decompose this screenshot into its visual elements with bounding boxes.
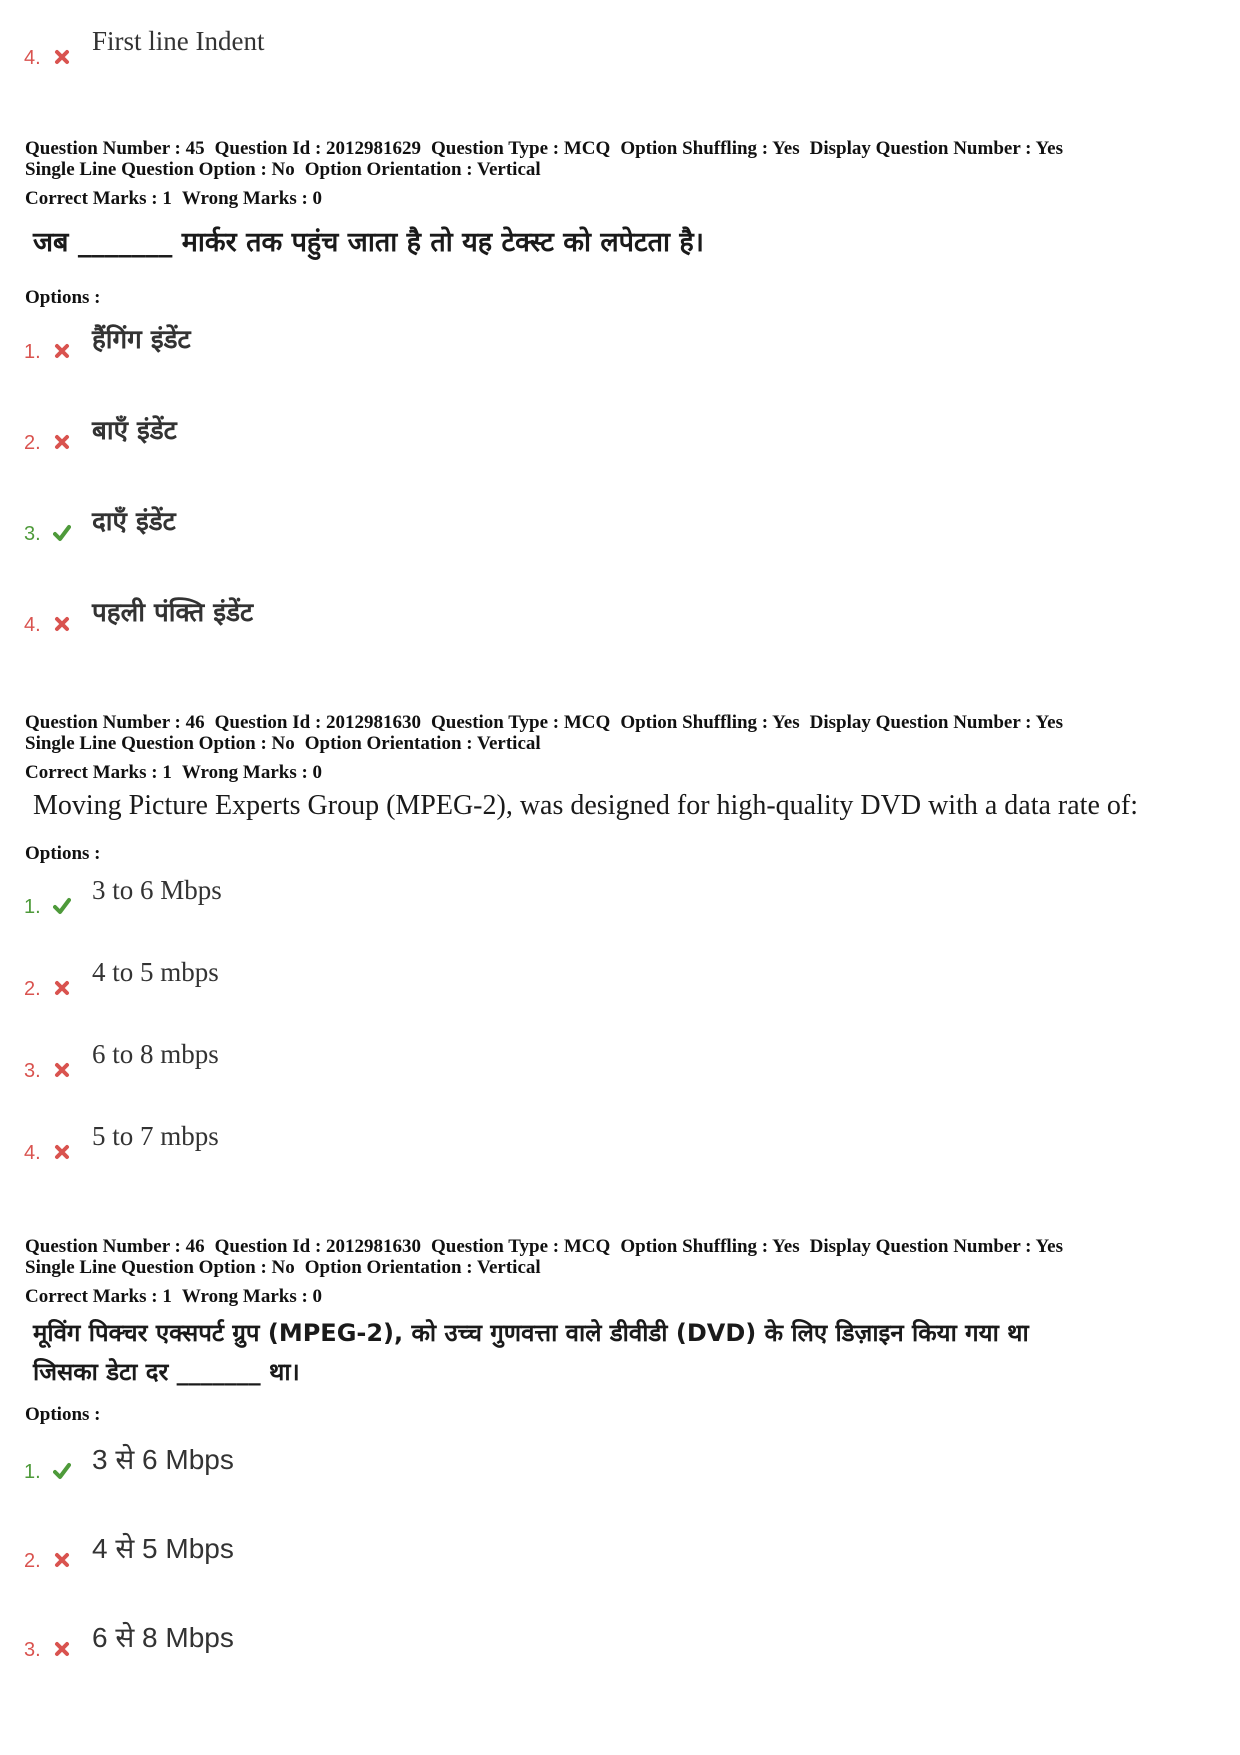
option-text: 5 to 7 mbps [92,1121,219,1151]
option-text: 3 to 6 Mbps [92,875,222,905]
option-number: 4. [24,47,41,69]
option-row [24,411,924,455]
option-text: हैंगिंग इंडेंट [92,325,191,355]
cross-icon [53,433,71,451]
option-row [24,1440,924,1484]
option-row [24,1618,924,1662]
question-meta-line1 [25,1236,1073,1257]
option-number: 2. [24,432,41,454]
option-shuffling: Option Shuffling : Yes [620,712,800,733]
option-number: 1. [24,896,41,918]
question-text: जब _______ मार्कर तक पहुंच जाता है तो यह टेक्स्ट को लपेटता है। [33,227,704,258]
cross-icon [53,979,71,997]
option-number: 3. [24,523,41,545]
option-number: 2. [24,1550,41,1572]
option-row [24,875,924,919]
single-line-option: Single Line Question Option : No [25,159,295,180]
options-label: Options : [25,287,101,308]
option-number: 2. [24,978,41,1000]
question-number: Question Number : 46 [25,1236,205,1257]
option-number: 3. [24,1639,41,1661]
wrong-marks: Wrong Marks : 0 [181,762,323,783]
correct-marks: Correct Marks : 1 [25,1286,172,1307]
cross-icon [53,342,71,360]
option-row [24,1039,924,1083]
option-shuffling: Option Shuffling : Yes [620,1236,800,1257]
options-label: Options : [25,1404,101,1425]
option-row [24,593,924,637]
question-number: Question Number : 46 [25,712,205,733]
option-text: पहली पंक्ति इंडेंट [92,598,254,628]
cross-icon [53,615,71,633]
option-text: दाएँ इंडेंट [92,507,176,537]
option-orientation: Option Orientation : Vertical [304,159,541,180]
check-icon [53,524,71,542]
display-question-number: Display Question Number : Yes [809,138,1063,159]
correct-marks: Correct Marks : 1 [25,188,172,209]
option-row [24,1121,924,1165]
marks-line [25,188,332,209]
marks-line [25,762,332,783]
option-number: 1. [24,1461,41,1483]
option-text: 6 to 8 mbps [92,1039,219,1069]
marks-line [25,1286,332,1307]
question-meta-line1 [25,138,1073,159]
question-meta-line2 [25,1257,551,1278]
question-text-line2: जिसका डेटा दर _______ था। [33,1358,300,1386]
option-row [24,502,924,546]
display-question-number: Display Question Number : Yes [809,712,1063,733]
option-text: 6 से 8 Mbps [92,1622,234,1653]
option-number: 4. [24,614,41,636]
option-text: First line Indent [92,26,265,56]
option-shuffling: Option Shuffling : Yes [620,138,800,159]
cross-icon [53,1551,71,1569]
question-text-line1: मूविंग पिक्चर एक्सपर्ट ग्रुप (MPEG-2), को उच्च गुणवत्ता वाले डीवीडी (DVD) के लिए डिज़ाइन किया गया था [33,1319,1029,1347]
single-line-option: Single Line Question Option : No [25,733,295,754]
question-meta-line2 [25,733,551,754]
question-id: Question Id : 2012981629 [214,138,422,159]
cross-icon [53,1640,71,1658]
cross-icon [53,1143,71,1161]
single-line-option: Single Line Question Option : No [25,1257,295,1278]
option-text: बाएँ इंडेंट [92,416,177,446]
correct-marks: Correct Marks : 1 [25,762,172,783]
check-icon [53,897,71,915]
option-number: 1. [24,341,41,363]
check-icon [53,1462,71,1480]
wrong-marks: Wrong Marks : 0 [181,188,323,209]
option-row [24,957,924,1001]
cross-icon [53,48,71,66]
question-id: Question Id : 2012981630 [214,1236,422,1257]
question-type: Question Type : MCQ [431,712,611,733]
question-type: Question Type : MCQ [431,138,611,159]
option-number: 4. [24,1142,41,1164]
cross-icon [53,1061,71,1079]
question-meta-line2 [25,159,551,180]
question-id: Question Id : 2012981630 [214,712,422,733]
option-text: 4 to 5 mbps [92,957,219,987]
option-text: 3 से 6 Mbps [92,1444,234,1475]
option-number: 3. [24,1060,41,1082]
option-row [24,26,924,70]
option-orientation: Option Orientation : Vertical [304,1257,541,1278]
question-meta-line1 [25,712,1073,733]
option-text: 4 से 5 Mbps [92,1533,234,1564]
options-label: Options : [25,843,101,864]
question-type: Question Type : MCQ [431,1236,611,1257]
option-row [24,1529,924,1573]
question-text: Moving Picture Experts Group (MPEG-2), was designed for high-quality DVD with a data rate of: [33,790,1138,821]
question-number: Question Number : 45 [25,138,205,159]
option-row [24,320,924,364]
display-question-number: Display Question Number : Yes [809,1236,1063,1257]
wrong-marks: Wrong Marks : 0 [181,1286,323,1307]
option-orientation: Option Orientation : Vertical [304,733,541,754]
